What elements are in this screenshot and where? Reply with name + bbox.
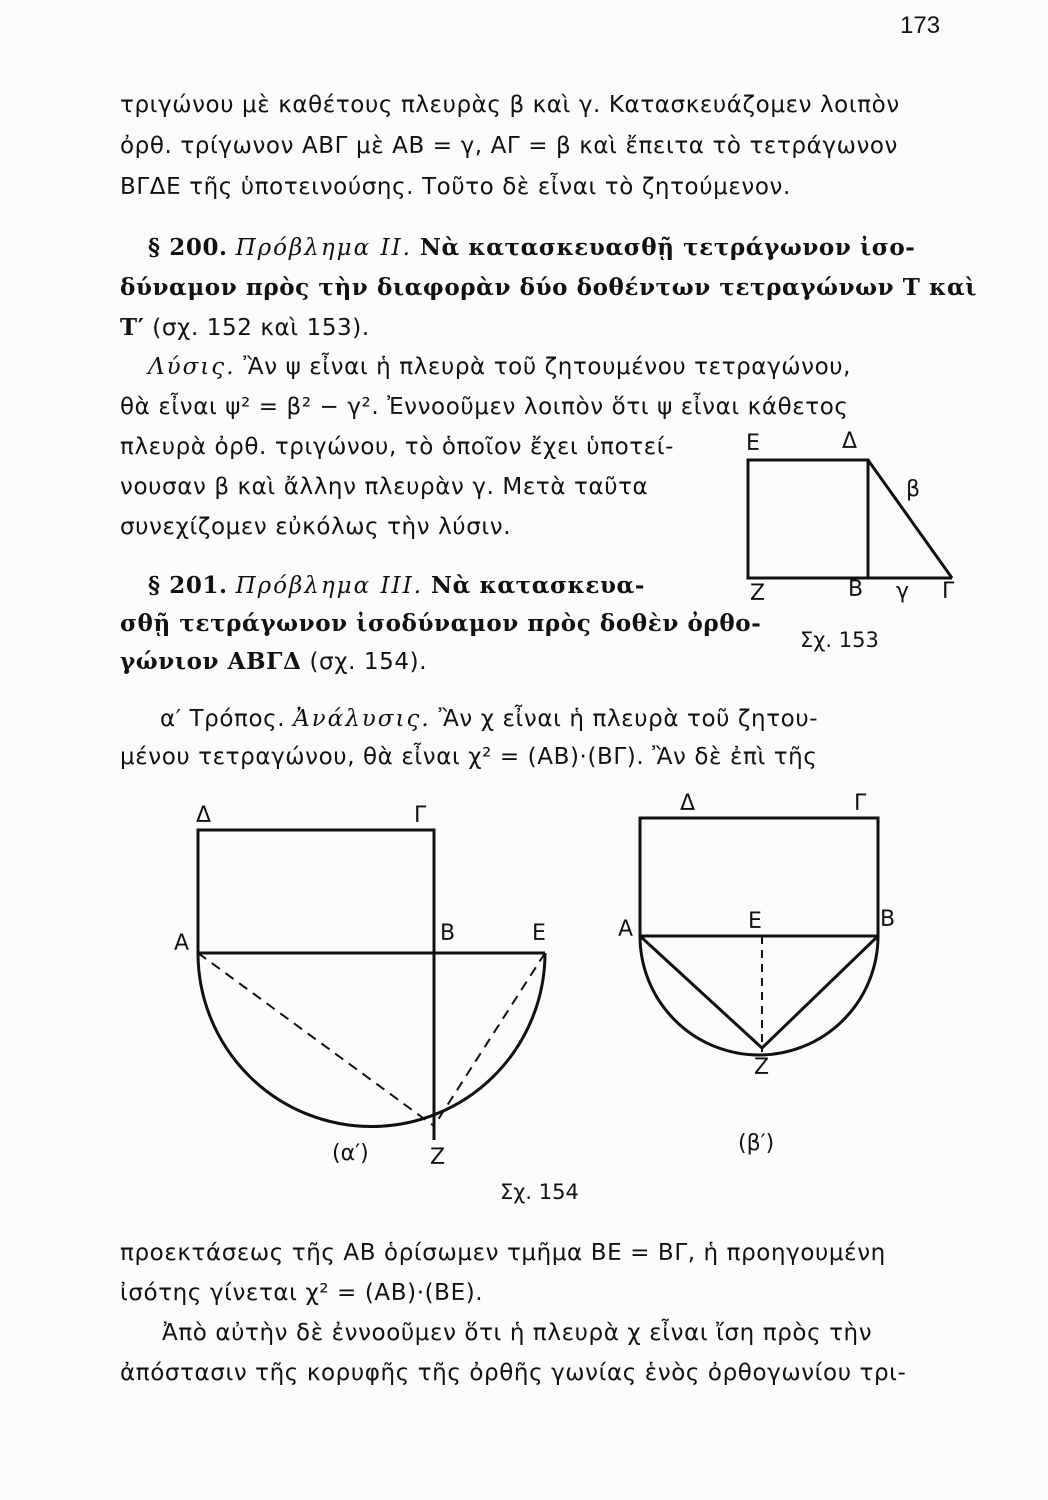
- fig154b-label-d: Δ: [680, 791, 696, 816]
- section-201-problem: Πρόβλημα III.: [235, 573, 424, 599]
- fig154b-semicircle: [640, 936, 878, 1055]
- section-200-ref: (σχ. 152 καὶ 153).: [144, 315, 370, 341]
- section-200-t-prime: Τ′: [120, 314, 145, 341]
- tropos-line-1: [120, 706, 818, 732]
- fig153-label-z: Ζ: [750, 581, 766, 606]
- fig154a-dashed-az: [198, 953, 434, 1126]
- fig154a-label-g: Γ: [414, 803, 427, 828]
- fig154b-subcaption: (β′): [738, 1131, 775, 1156]
- section-201-number: § 201.: [148, 572, 228, 599]
- fig154b-label-z: Ζ: [754, 1055, 770, 1080]
- closing-line-2: ἰσότης γίνεται χ² = (ΑΒ)·(ΒΕ).: [120, 1280, 484, 1306]
- intro-line-1: τριγώνου μὲ καθέτους πλευρὰς β καὶ γ. Κατασκευάζομεν λοιπὸν: [120, 92, 900, 118]
- lysis-line-2: θὰ εἶναι ψ² = β² − γ². Ἐννοοῦμεν λοιπὸν ὅτι ψ εἶναι κάθετος: [120, 394, 849, 420]
- fig153-label-b: Β: [848, 577, 864, 602]
- fig153-square: [748, 460, 868, 578]
- section-201-heading: [120, 572, 645, 599]
- page-number: 173: [900, 12, 941, 39]
- fig153-label-e: Ε: [746, 431, 760, 456]
- fig153-label-g: Γ: [942, 579, 955, 604]
- fig154a-rectangle: [198, 830, 434, 953]
- section-200-text: Νὰ κατασκευασθῇ τετράγωνον ἰσο-: [419, 234, 916, 261]
- lysis-label: Λύσις.: [148, 354, 236, 380]
- fig153-label-beta: β: [906, 477, 921, 502]
- figure-154-caption: Σχ. 154: [500, 1180, 579, 1204]
- fig154b-label-b: Β: [880, 907, 896, 932]
- tropos-label: α′ Τρόπος.: [160, 706, 286, 732]
- lysis-line-5: συνεχίζομεν εὐκόλως τὴν λύσιν.: [120, 514, 512, 540]
- fig153-label-d: Δ: [842, 429, 858, 454]
- lysis-line-3: πλευρὰ ὀρθ. τριγώνου, τὸ ὁποῖον ἔχει ὑποτεί-: [120, 434, 675, 460]
- lysis-text-1: Ἂν ψ εἶναι ἡ πλευρὰ τοῦ ζητουμένου τετραγώνου,: [235, 354, 852, 380]
- fig154a-dashed-ez: [434, 953, 545, 1126]
- fig154b-line-az: [640, 936, 762, 1048]
- section-200-line-3: [120, 314, 370, 341]
- fig154a-label-z: Ζ: [430, 1145, 446, 1170]
- figure-153-caption: Σχ. 153: [800, 628, 879, 652]
- tropos-line-2: μένου τετραγώνου, θὰ εἶναι χ² = (ΑΒ)·(ΒΓ). Ἂν δὲ ἐπὶ τῆς: [120, 744, 818, 770]
- section-201-rectangle: γώνιον ΑΒΓΔ: [120, 648, 302, 675]
- tropos-text-1: Ἂν χ εἶναι ἡ πλευρὰ τοῦ ζητου-: [430, 706, 819, 732]
- intro-line-3: ΒΓΔΕ τῆς ὑποτεινούσης. Τοῦτο δὲ εἶναι τὸ ζητούμενον.: [120, 174, 791, 200]
- fig154a-label-d: Δ: [196, 803, 212, 828]
- section-201-text: Νὰ κατασκευα-: [430, 572, 645, 599]
- section-200-heading: [120, 234, 915, 261]
- fig154a-semicircle: [198, 953, 545, 1127]
- section-200-problem: Πρόβλημα II.: [235, 235, 412, 261]
- section-201-line-3: [120, 648, 427, 675]
- closing-line-3: Ἀπὸ αὐτὴν δὲ ἐννοοῦμεν ὅτι ἡ πλευρὰ χ εἶναι ἴση πρὸς τὴν: [162, 1320, 873, 1346]
- figure-154-b: [610, 790, 910, 1180]
- fig154a-label-e: Ε: [532, 921, 546, 946]
- section-200-line-2: δύναμον πρὸς τὴν διαφορὰν δύο δοθέντων τετραγώνων Τ καὶ: [120, 274, 978, 301]
- fig154b-line-bz: [762, 936, 878, 1048]
- fig154a-subcaption: (α′): [332, 1141, 369, 1166]
- section-201-ref: (σχ. 154).: [301, 649, 428, 675]
- lysis-line-1: [120, 354, 851, 380]
- section-200-number: § 200.: [148, 234, 228, 261]
- fig154b-label-g: Γ: [854, 791, 867, 816]
- intro-line-2: ὀρθ. τρίγωνον ΑΒΓ μὲ ΑΒ = γ, ΑΓ = β καὶ ἔπειτα τὸ τετράγωνον: [120, 133, 899, 159]
- section-201-line-2: σθῇ τετράγωνον ἰσοδύναμον πρὸς δοθὲν ὀρθο-: [120, 610, 762, 637]
- lysis-line-4: νουσαν β καὶ ἄλλην πλευρὰν γ. Μετὰ ταῦτα: [120, 474, 649, 500]
- fig154b-label-a: Α: [618, 917, 634, 942]
- closing-line-4: ἀπόστασιν τῆς κορυφῆς τῆς ὀρθῆς γωνίας ἑνὸς ὀρθογωνίου τρι-: [120, 1360, 907, 1386]
- fig153-label-gamma: γ: [896, 579, 910, 604]
- tropos-analysis: Ἀνάλυσις.: [293, 706, 431, 732]
- fig154a-label-b: Β: [440, 921, 456, 946]
- figure-154-a: [160, 790, 580, 1180]
- closing-line-1: προεκτάσεως τῆς ΑΒ ὁρίσωμεν τμῆμα ΒΕ = ΒΓ, ἡ προηγουμένη: [120, 1240, 886, 1266]
- fig154b-label-e: Ε: [748, 909, 762, 934]
- fig154a-label-a: Α: [174, 931, 190, 956]
